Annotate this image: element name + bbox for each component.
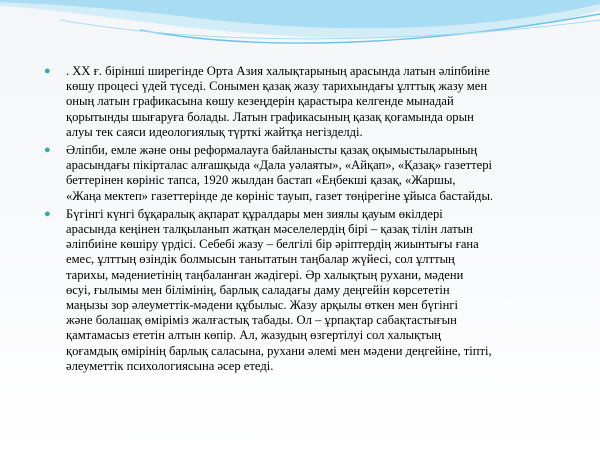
paragraph-line: емес, ұлттың өзіндік болмысын танытатын таңбалар жүйесі, сол ұлттың (66, 252, 455, 267)
paragraph-line: алуы тек саяси идеологиялық түрткі жайтқа негізделді. (66, 124, 363, 139)
paragraph-line: тарихы, мәдениетінің таңбаланған жәдігері. Әр халықтың рухани, мәдени (66, 267, 464, 282)
bullet-icon: ● (44, 65, 51, 77)
paragraph-line: әлеуметтік психологиясына әсер етеді. (66, 358, 274, 373)
bullet-icon: ● (44, 144, 51, 157)
bullet-paragraph (44, 143, 572, 204)
bullet-paragraph (44, 207, 572, 374)
paragraph-line: Әліпби, емле және оны реформалауға байланысты қазақ оқымыстыларының (66, 143, 478, 158)
bullet-paragraph (44, 64, 572, 140)
decorative-wave-header (0, 0, 600, 70)
paragraph-line: арасындағы пікірталас алғашқыда «Дала уәлаяты», «Айқап», «Қазақ» газеттері (66, 158, 493, 173)
paragraph-line: маңызы зор әлеуметтік-мәдени құбылыс. Жазу арқылы өткен мен бүгінгі (66, 298, 459, 313)
paragraph-line: әліпбиіне көшіру үрдісі. Себебі жазу – белгілі бір әріптердің жиынтығы ғана (66, 237, 479, 252)
paragraph-line: беттерінен көрініс тапса, 1920 жылдан бастап «Еңбекші қазақ, «Жаршы, (66, 173, 456, 188)
paragraph-line: қорытынды шығаруға болады. Латын графикасының қазақ қоғамында орын (66, 109, 474, 124)
paragraph-line: көшу процесі үдей түседі. Сонымен қазақ жазу тарихындағы ұлттық жазу мен (66, 79, 488, 94)
paragraph-line: және болашақ өміріміз жалғастық табады. Ол – ұрпақтар сабақтастығын (66, 313, 457, 328)
paragraph-line: Бүгінгі күнгі бұқаралық ақпарат құралдары мен зиялы қауым өкілдері (66, 206, 443, 221)
paragraph-line: . XX ғ. бірінші ширегінде Орта Азия халықтарының арасында латын әліпбиіне (66, 64, 490, 78)
paragraph-line: арасында кеңінен талқыланып жатқан мәселелердің бірі – қазақ тілін латын (66, 222, 473, 237)
paragraph-line: оның латын графикасына көшу кезеңдерін қарастыра келгенде мынадай (66, 94, 454, 109)
paragraph-line: қамтамасыз ететін алтын көпір. Ал, жазудың өзгертілуі сол халықтың (66, 328, 441, 343)
paragraph-line: өсуі, ғылымы мен білімінің, барлық саладағы даму деңгейін көрсететін (66, 282, 450, 297)
paragraph-line: қоғамдық өмірінің барлық саласына, рухани әлемі мен мәдени деңгейіне, тіпті, (66, 343, 492, 358)
bulleted-text-body (44, 64, 572, 377)
paragraph-line: «Жаңа мектеп» газеттерінде де көрініс тауып, газет төңірегіне ұйыса бастайды. (66, 188, 494, 203)
bullet-icon: ● (44, 207, 51, 220)
